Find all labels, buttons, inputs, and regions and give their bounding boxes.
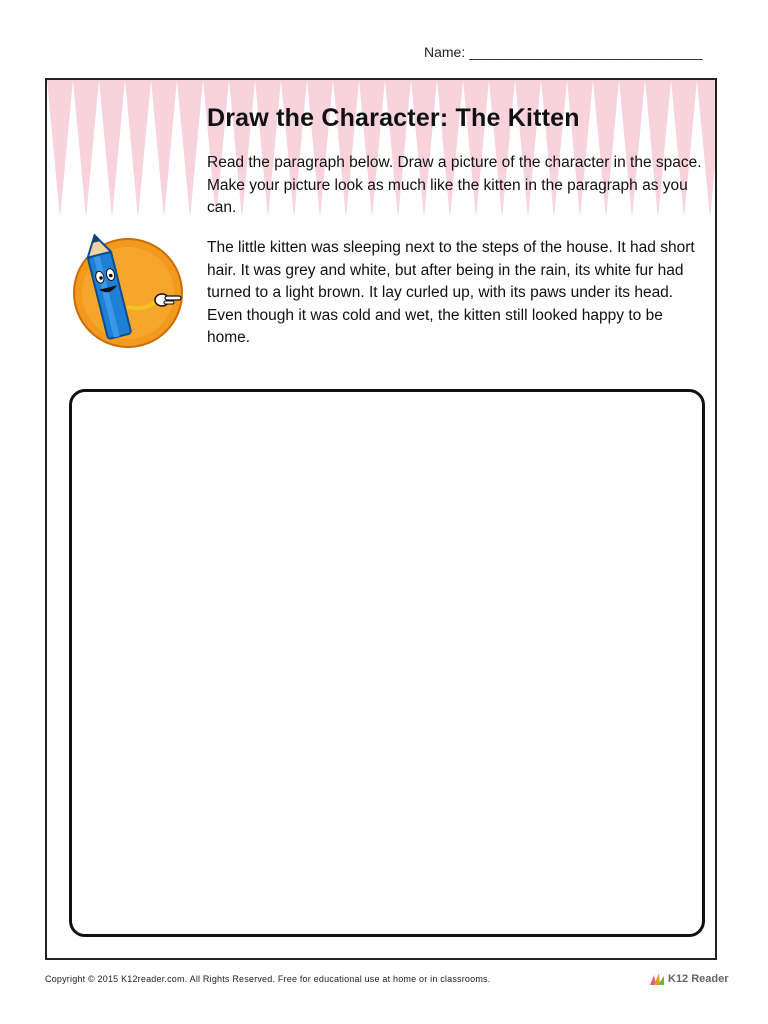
story-paragraph: The little kitten was sleeping next to the steps of the house. It had short hair. It was grey and white, but after being in the rain, its white fur had turned to a light brown. It lay curled up, with its paws under its head. Even though it was cold and wet, the kitten still looked happy to be home. — [207, 239, 695, 346]
k12-reader-logo — [648, 968, 729, 990]
logo-text: K12 Reader — [668, 973, 729, 985]
pencil-mascot-icon — [67, 225, 189, 353]
worksheet-title: Draw the Character: The Kitten — [207, 104, 580, 132]
banner-triangle — [151, 80, 177, 218]
banner-triangle — [99, 80, 125, 218]
logo-leaf-icon — [648, 971, 666, 987]
name-label: Name: — [424, 44, 466, 60]
banner-triangle — [177, 80, 203, 218]
copyright-text: Copyright © 2015 K12reader.com. All Rights Reserved. Free for educational use at home or in classrooms. — [45, 974, 491, 984]
banner-triangle — [125, 80, 151, 218]
banner-triangle — [73, 80, 99, 218]
drawing-area[interactable] — [69, 389, 705, 937]
worksheet-frame — [45, 78, 717, 960]
name-blank-line: ______________________________ — [469, 44, 703, 60]
instructions-text: Read the paragraph below. Draw a picture of the character in the space. Make your picture look as much like the kitten in the paragraph as you can. — [207, 154, 702, 216]
name-field — [424, 44, 703, 60]
banner-triangle — [47, 80, 73, 218]
